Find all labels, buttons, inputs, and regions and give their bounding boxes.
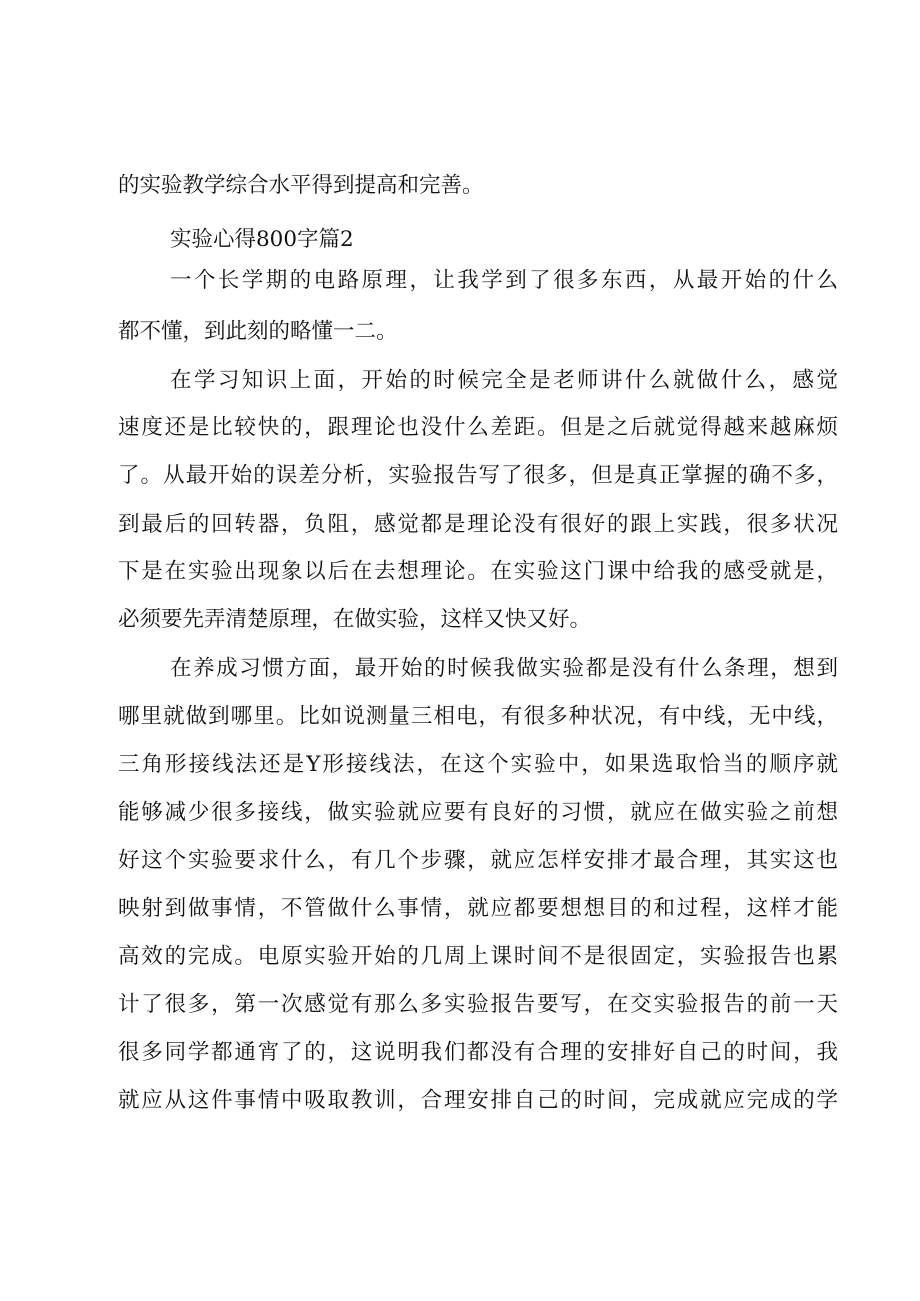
paragraph-2-line-4: 到最后的回转器，负阻，感觉都是理论没有很好的跟上实践，很多状况 — [118, 512, 838, 537]
paragraph-1-line-1: 一个长学期的电路原理，让我学到了很多东西，从最开始的什么 — [170, 268, 838, 293]
paragraph-2-line-1: 在学习知识上面，开始的时候完全是老师讲什么就做什么，感觉 — [170, 368, 838, 393]
paragraph-3-line-7: 高效的完成。电原实验开始的几周上课时间不是很固定，实验报告也累 — [118, 944, 838, 969]
paragraph-2-line-3: 了。从最开始的误差分析，实验报告写了很多，但是真正掌握的确不多， — [118, 463, 838, 488]
paragraph-3-line-10: 就应从这件事情中吸取教训，合理安排自己的时间，完成就应完成的学 — [118, 1088, 838, 1113]
text-line-1: 的实验教学综合水平得到提高和完善。 — [118, 173, 484, 198]
paragraph-3-line-4: 能够减少很多接线，做实验就应要有良好的习惯，就应在做实验之前想 — [118, 800, 838, 825]
paragraph-3-line-8: 计了很多，第一次感觉有那么多实验报告要写，在交实验报告的前一天 — [118, 992, 838, 1017]
paragraph-3-line-9: 很多同学都通宵了的，这说明我们都没有合理的安排好自己的时间，我 — [118, 1040, 838, 1065]
paragraph-1-line-2: 都不懂，到此刻的略懂一二。 — [118, 319, 398, 344]
paragraph-3-line-5: 好这个实验要求什么，有几个步骤，就应怎样安排才最合理，其实这也 — [118, 848, 838, 873]
paragraph-2-line-2: 速度还是比较快的，跟理论也没什么差距。但是之后就觉得越来越麻烦 — [118, 415, 838, 440]
paragraph-3-line-3: 三角形接线法还是Y形接线法，在这个实验中，如果选取恰当的顺序就 — [118, 752, 838, 777]
section-heading: 实验心得800字篇2 — [170, 227, 354, 252]
paragraph-3-line-2: 哪里就做到哪里。比如说测量三相电，有很多种状况，有中线，无中线， — [118, 704, 838, 729]
paragraph-2-line-6: 必须要先弄清楚原理，在做实验，这样又快又好。 — [118, 607, 592, 632]
paragraph-3-line-1: 在养成习惯方面，最开始的时候我做实验都是没有什么条理，想到 — [170, 656, 838, 681]
paragraph-3-line-6: 映射到做事情，不管做什么事情，就应都要想想目的和过程，这样才能 — [118, 896, 838, 921]
paragraph-2-line-5: 下是在实验出现象以后在去想理论。在实验这门课中给我的感受就是， — [118, 559, 838, 584]
